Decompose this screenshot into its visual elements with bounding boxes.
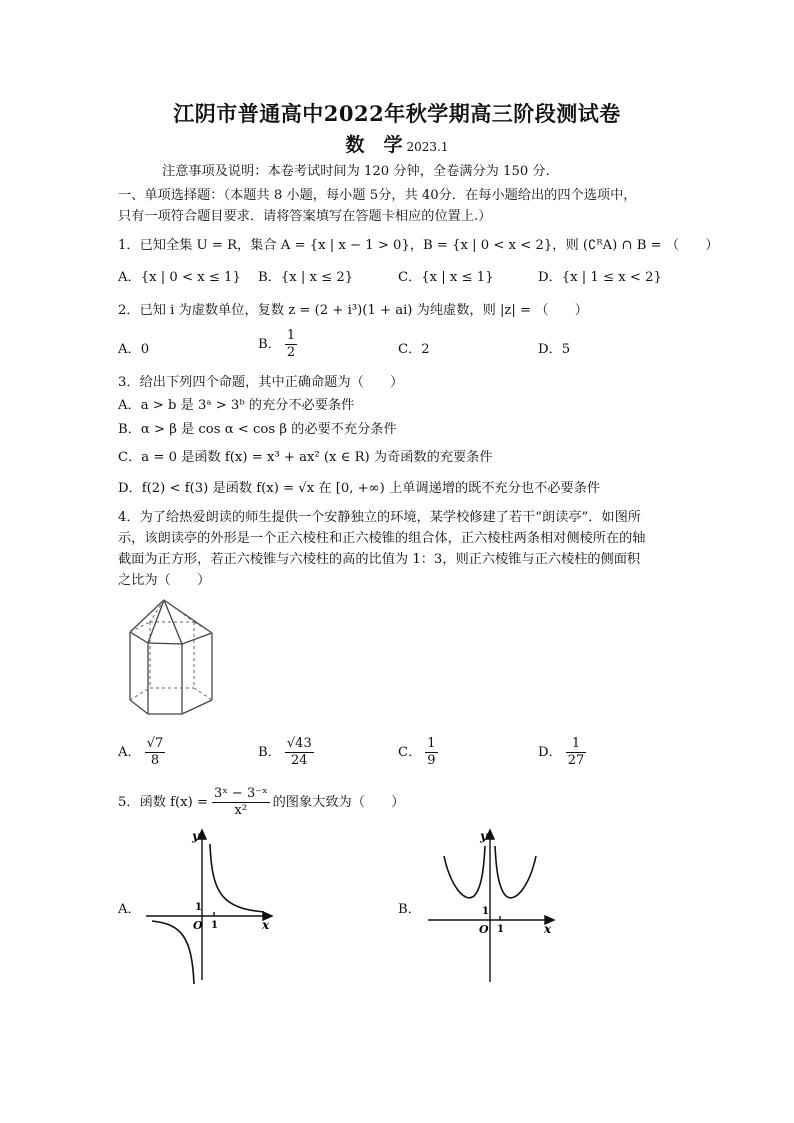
q5-graph-a [140,826,280,986]
q4-option-d-fraction [566,736,587,769]
section1-line1: 一、单项选择题：（本题共 8 小题，每小题 5分，共 40分．在每小题给出的四个选项中， [118,188,637,203]
q3-option-d: D．f(2) < f(3) 是函数 f(x) = √x 在 [0, +∞) 上单调递增的既不充分也不必要条件 [118,481,601,496]
q3-stem: 3．给出下列四个命题，其中正确命题为（ ） [118,375,404,390]
fraction-numerator: √7 [146,736,164,751]
fraction-numerator: √43 [286,736,312,751]
q5-graph-b-y-tick: 1 [482,906,489,917]
exam-title: 江阴市普通高中2022年秋学期高三阶段测试卷 [173,101,621,126]
q4-line1: 4．为了给热爱朗读的师生提供一个安静独立的环境，某学校修建了若干“朗读亭”．如图所 [118,510,641,525]
q1-option-a: A．{x | 0 < x ≤ 1} [118,270,241,285]
q3-option-b: B．α > β 是 cos α < cos β 的必要不充分条件 [118,422,397,437]
q2-option-b-label: B． [258,337,281,352]
q4-line2: 示，该朗读亭的外形是一个正六棱柱和正六棱锥的组合体，正六棱柱两条相对侧棱所在的轴 [118,531,646,546]
q2-option-d: D．5 [538,342,571,357]
q5-graph-a-y-tick: 1 [195,902,202,913]
exam-subject [0,130,794,157]
q5-graph-b-origin: O [479,923,489,936]
instructions: 注意事项及说明：本卷考试时间为 120 分钟，全卷满分为 150 分. [162,164,550,179]
q2-option-b [258,328,297,361]
fraction-denominator: 27 [567,753,585,768]
q5-graph-a-x-tick: 1 [211,920,218,931]
q4-option-c-fraction [425,736,437,769]
q4-option-b-label: B． [258,745,281,760]
fraction-numerator: 1 [566,736,587,753]
q5-graph-a-x-label: x [262,918,270,932]
reading-pavilion-figure [124,596,228,724]
fraction-denominator: 9 [427,753,436,768]
q4-option-c-label: C． [398,745,422,760]
q4-option-a-fraction [145,736,166,769]
q5-option-b-label: B． [398,902,421,917]
fraction-denominator: 24 [291,753,308,768]
q2-option-b-fraction [285,328,297,361]
q5-graph-a-y-label: y [192,829,199,843]
q1-stem: 1．已知全集 U = R，集合 A = {x | x − 1 > 0}，B = {x | 0 < x < 2}，则 (∁ᴿA) ∩ B = （ ） [118,238,719,253]
q5-function-fraction [212,786,270,819]
subject-name: 数 学 [345,134,403,156]
q5-graph-b [424,826,564,986]
q4-option-c [398,736,438,769]
q4-line4: 之比为（ ） [118,573,211,588]
q5-option-a-label: A． [118,902,141,917]
fraction-denominator: 8 [150,753,160,768]
q4-line3: 截面为正方形，若正六棱锥与六棱柱的高的比值为 1：3，则正六棱锥与正六棱柱的侧面积 [118,552,641,567]
q4-option-d-label: D． [538,745,562,760]
q2-option-a: A．0 [118,342,150,357]
fraction-numerator: 1 [286,328,296,343]
q4-option-a-label: A． [118,745,141,760]
fraction-denominator: x² [234,803,248,818]
q1-option-b: B．{x | x ≤ 2} [258,270,354,285]
q5-stem-prefix: 5．函数 f(x) = [118,795,208,810]
q3-option-c: C．a = 0 是函数 f(x) = x³ + ax² (x ∈ R) 为奇函数的充要条件 [118,450,493,465]
fraction-numerator: 3ˣ − 3⁻ˣ [214,786,268,801]
q4-option-b [258,736,314,769]
q1-option-c: C．{x | x ≤ 1} [398,270,494,285]
q5-stem [118,786,404,819]
q5-graph-b-x-label: x [544,922,552,936]
q5-graph-a-origin: O [193,919,203,932]
q4-option-a [118,736,165,769]
q5-graph-b-x-tick: 1 [497,924,504,935]
section1-line2: 只有一项符合题目要求．请将答案填写在答题卡相应的位置上.） [118,209,492,224]
q2-option-c: C．2 [398,342,430,357]
fraction-numerator: 1 [427,736,436,751]
q3-option-a: A．a > b 是 3ᵃ > 3ᵇ 的充分不必要条件 [118,398,355,413]
q5-graph-b-y-label: y [480,829,487,843]
q5-stem-suffix: 的图象大致为（ ） [272,795,405,810]
q4-option-b-fraction [285,736,314,769]
fraction-denominator: 2 [286,345,296,360]
exam-date: 2023.1 [406,140,449,154]
q1-option-d: D．{x | 1 ≤ x < 2} [538,270,662,285]
q2-stem: 2．已知 i 为虚数单位，复数 z = (2 + i³)(1 + ai) 为纯虚数，则 |z| = （ ） [118,303,588,318]
q4-option-d [538,736,586,769]
